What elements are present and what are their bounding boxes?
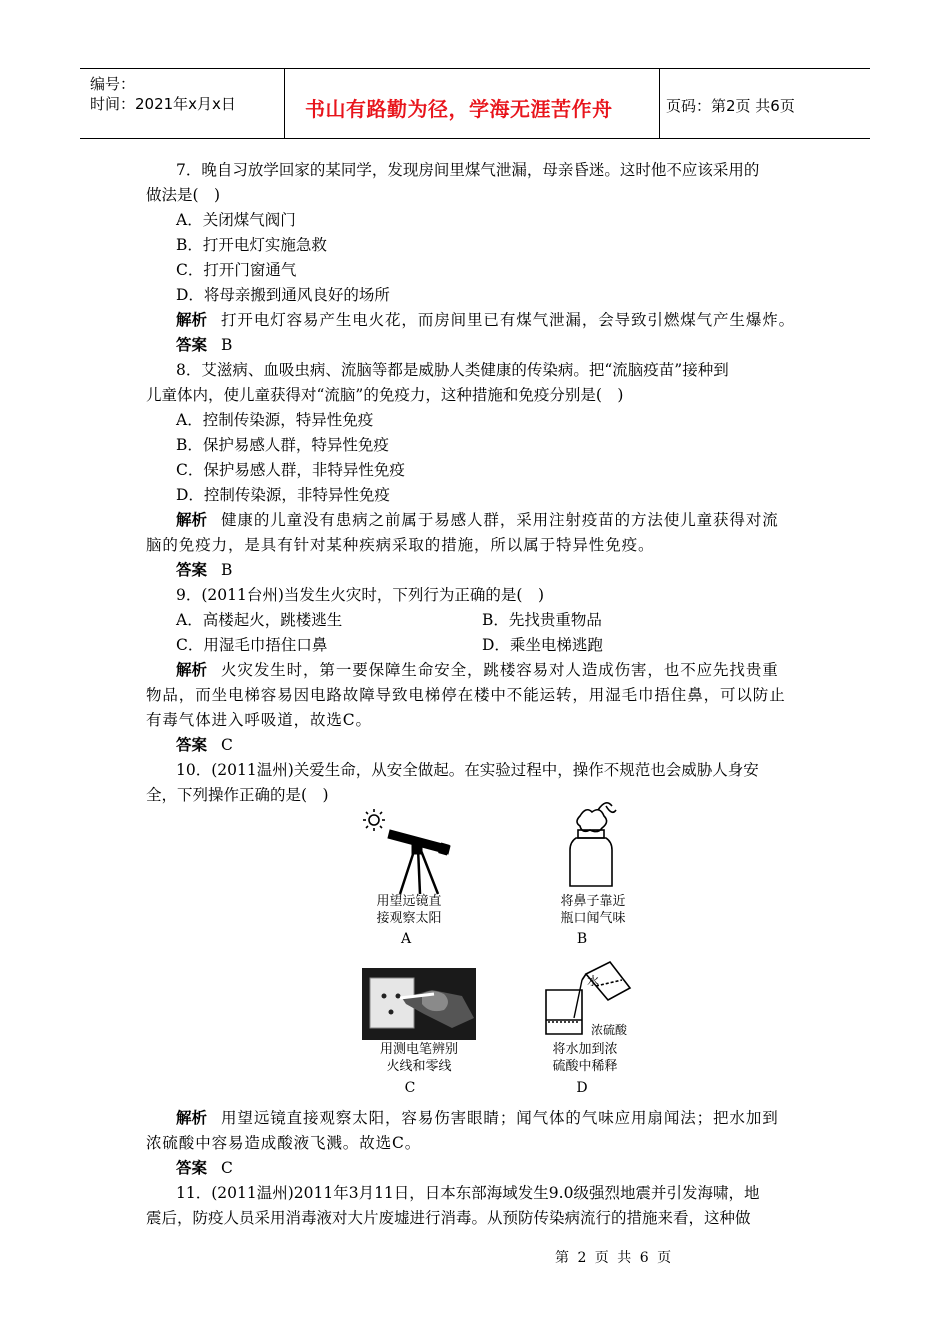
q7-option-c: C．打开门窗通气: [176, 261, 297, 279]
answer-value: B: [221, 336, 233, 354]
figure-a-caption-1: 用望远镜直: [376, 894, 442, 909]
q9-option-b: B．先找贵重物品: [482, 611, 602, 629]
q8-answer: [176, 560, 232, 580]
analysis-label: 解析: [176, 311, 208, 329]
q7-stem: 7．晚自习放学回家的某同学，发现房间里煤气泄漏，母亲昏迷。这时他不应该采用的: [176, 161, 760, 179]
page-header: [80, 68, 870, 139]
figure-a-caption-2: 接观察太阳: [376, 911, 442, 926]
answer-label: 答案: [176, 336, 208, 354]
q8-analysis-cont: 脑的免疫力，是具有针对某种疾病采取的措施，所以属于特异性免疫。: [146, 536, 655, 554]
q8-analysis: [176, 510, 779, 530]
analysis-text: 打开电灯容易产生电火花，而房间里已有煤气泄漏，会导致引燃煤气产生爆炸。: [221, 311, 796, 329]
q8-stem-cont: 儿童体内，使儿童获得对“流脑”的免疫力，这种措施和免疫分别是( ): [146, 386, 624, 404]
figure-a-letter: A: [400, 931, 412, 947]
q8-option-d: D．控制传染源，非特异性免疫: [176, 486, 390, 504]
q9-analysis-cont: 物品，而坐电梯容易因电路故障导致电梯停在楼中不能运转，用湿毛巾捂住鼻，可以防止: [146, 686, 786, 704]
q10-stem-cont: 全，下列操作正确的是( ): [146, 786, 329, 804]
q7-option-d: D．将母亲搬到通风良好的场所: [176, 286, 390, 304]
figure-d-water-label: 水: [586, 974, 599, 988]
analysis-label: 解析: [176, 511, 208, 529]
bottle-icon: [570, 803, 616, 886]
q10-answer: [176, 1158, 233, 1178]
page-footer: 第 2 页 共 6 页: [555, 1250, 674, 1266]
analysis-label: 解析: [176, 1109, 208, 1127]
sun-icon: [363, 809, 385, 831]
q10-analysis: [176, 1108, 779, 1128]
answer-value: C: [221, 1159, 233, 1177]
q8-option-c: C．保护易感人群，非特异性免疫: [176, 461, 405, 479]
q10-analysis-cont: 浓硫酸中容易造成酸液飞溅。故选C。: [146, 1134, 422, 1152]
figure-d-caption-2: 硫酸中稀释: [552, 1059, 618, 1074]
q9-stem: 9．(2011台州)当发生火灾时，下列行为正确的是( ): [176, 586, 544, 604]
figure-c-letter: C: [404, 1080, 416, 1096]
telescope-icon: [388, 830, 450, 894]
q7-option-b: B．打开电灯实施急救: [176, 236, 327, 254]
q8-option-a: A．控制传染源，特异性免疫: [176, 411, 374, 429]
q9-answer: [176, 735, 233, 755]
q8-option-b: B．保护易感人群，特异性免疫: [176, 436, 389, 454]
analysis-text: 用望远镜直接观察太阳，容易伤害眼睛；闻气体的气味应用扇闻法；把水加到: [221, 1109, 779, 1127]
answer-value: C: [221, 736, 233, 754]
answer-label: 答案: [176, 736, 208, 754]
q9-option-c: C．用湿毛巾捂住口鼻: [176, 636, 328, 654]
test-pen-figure: [362, 968, 476, 1040]
date-label: 时间：2021年x月x日: [90, 95, 236, 113]
q9-option-a: A．高楼起火，跳楼逃生: [176, 611, 343, 629]
analysis-label: 解析: [176, 661, 208, 679]
figure-c-caption-1: 用测电笔辨别: [379, 1042, 458, 1057]
q9-option-d: D．乘坐电梯逃跑: [482, 636, 603, 654]
q9-analysis: [176, 660, 779, 680]
q7-stem-cont: 做法是( ): [146, 186, 221, 204]
q9-analysis-cont2: 有毒气体进入呼吸道，故选C。: [146, 711, 372, 729]
page-info: 页码：第2页 共6页: [666, 97, 795, 115]
analysis-text: 火灾发生时，第一要保障生命安全，跳楼容易对人造成伤害，也不应先找贵重: [221, 661, 779, 679]
answer-value: B: [221, 561, 233, 579]
header-meta-cell: [80, 69, 285, 138]
figure-d-acid-label: 浓硫酸: [590, 1023, 627, 1037]
figure-d-caption-1: 将水加到浓: [552, 1042, 618, 1057]
figure-d-letter: D: [576, 1080, 588, 1096]
motto: 书山有路勤为径，学海无涯苦作舟: [305, 97, 613, 121]
receiving-beaker-icon: [546, 980, 582, 1034]
figure-b-letter: B: [576, 931, 588, 947]
figure-b-caption-2: 瓶口闻气味: [560, 911, 626, 926]
figure-b-caption-1: 将鼻子靠近: [560, 894, 626, 909]
q8-stem: 8．艾滋病、血吸虫病、流脑等都是威胁人类健康的传染病。把“流脑疫苗”接种到: [176, 361, 729, 379]
header-motto-cell: [285, 69, 660, 138]
q7-answer: [176, 335, 232, 355]
q11-stem: 11．(2011温州)2011年3月11日，日本东部海域发生9.0级强烈地震并引发海啸，地: [176, 1184, 760, 1202]
q11-stem-cont: 震后，防疫人员采用消毒液对大片废墟进行消毒。从预防传染病流行的措施来看，这种做: [146, 1209, 751, 1227]
answer-label: 答案: [176, 1159, 208, 1177]
serial-label: 编号：: [90, 75, 136, 93]
figure-c-caption-2: 火线和零线: [386, 1059, 452, 1074]
q7-analysis: [176, 310, 795, 330]
q10-stem: 10．(2011温州)关爱生命，从安全做起。在实验过程中，操作不规范也会威胁人身安: [176, 761, 759, 779]
telescope-figure: [360, 808, 460, 898]
analysis-text: 健康的儿童没有患病之前属于易感人群，采用注射疫苗的方法使儿童获得对流: [221, 511, 779, 529]
answer-label: 答案: [176, 561, 208, 579]
q7-option-a: A．关闭煤气阀门: [176, 211, 296, 229]
bottle-figure: [560, 800, 630, 895]
